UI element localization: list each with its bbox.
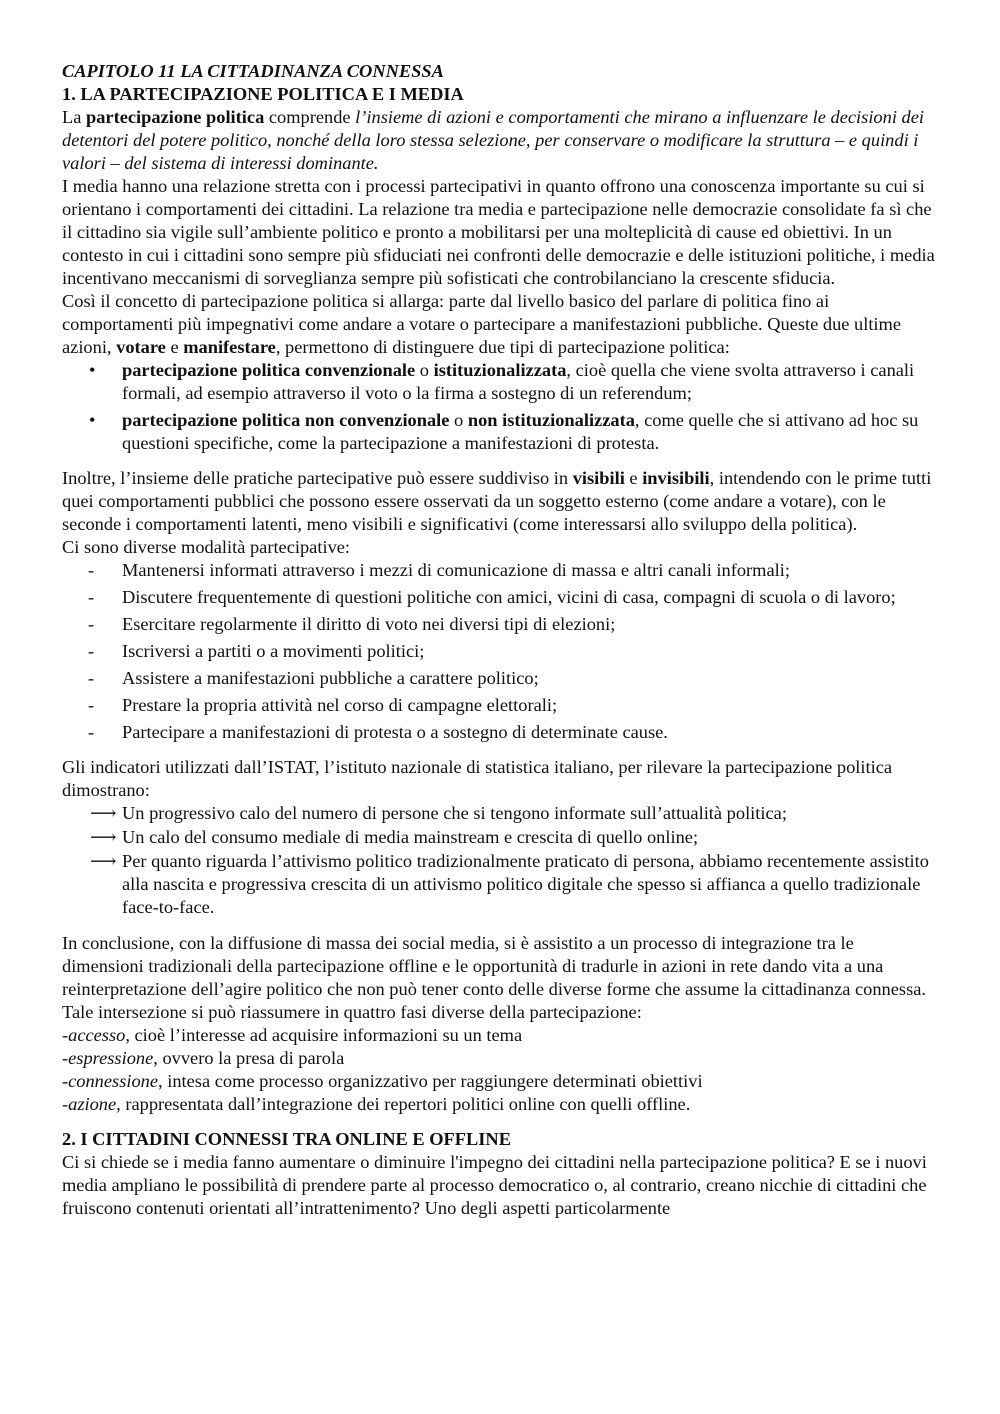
arrow-right-icon: ⟶ (90, 803, 117, 823)
paragraph-definition (62, 106, 940, 175)
list-item-text: Esercitare regolarmente il diritto di voto nei diversi tipi di elezioni; (122, 614, 616, 634)
text-run: o (449, 410, 468, 430)
bold-term: invisibili (642, 468, 710, 488)
list-item (62, 667, 940, 690)
list-item (62, 613, 940, 636)
modalities-list (62, 559, 940, 744)
list-item (62, 850, 940, 919)
bullet-icon: • (89, 410, 96, 430)
bold-term: istituzionalizzata (433, 360, 567, 380)
dash-icon: - (88, 641, 95, 661)
dash-icon: - (88, 722, 95, 742)
list-item (62, 559, 940, 582)
dash-icon: - (88, 668, 95, 688)
list-item (62, 826, 940, 849)
list-item (62, 640, 940, 663)
italic-definition: l’insieme di azioni e comportamenti che mirano a influenzare le decisioni dei detentori del potere politico, nonché della loro stessa selezione, per conservare o modificare la struttura – e quindi i valori – del sistema di interessi dominante. (62, 107, 924, 173)
list-item-text: Per quanto riguarda l’attivismo politico tradizionalmente praticato di persona, abbiamo recentemente assistito alla nascita e progressiva crescita di un attivismo politico digitale che spesso si affianca a quello tradizionale face-to-face. (122, 851, 929, 917)
chapter-title: CAPITOLO 11 LA CITTADINANZA CONNESSA (62, 61, 444, 81)
bold-term: visibili (572, 468, 625, 488)
phase-term: -azione (62, 1094, 117, 1114)
paragraph-conclusion: In conclusione, con la diffusione di massa dei social media, si è assistito a un processo di integrazione tra le dimensioni tradizionali della partecipazione offline e le opportunità di tradurle in azioni in rete dando vita a una reinterpretazione dell’agire politico che non può tener conto delle diverse forme che assume la cittadinanza connessa. (62, 933, 926, 999)
phase-term: -espressione (62, 1048, 154, 1068)
text-run: , cioè quella che viene svolta attraverso i canali formali, ad esempio attraverso il voto o la firma a sostegno di un referendum; (122, 360, 915, 403)
dash-icon: - (88, 560, 95, 580)
phase-line (62, 1070, 940, 1093)
text-run: Inoltre, l’insieme delle pratiche partecipative può essere suddiviso in (62, 468, 573, 488)
list-item-text: Discutere frequentemente di questioni politiche con amici, vicini di casa, compagni di scuola o di lavoro; (122, 587, 896, 607)
text-run: e (624, 468, 643, 488)
list-item (62, 721, 940, 744)
spacer (62, 920, 940, 932)
text-run: Così il concetto di partecipazione politica si allarga: parte dal livello basico del parlare di politica fino ai comportamenti più impegnativi come andare a votare o partecipare a manifestazioni pubbliche. Queste due ultime azioni, (62, 291, 902, 357)
paragraph-modalities-intro: Ci sono diverse modalità partecipative: (62, 537, 351, 557)
bold-term: partecipazione politica (86, 107, 265, 127)
arrow-right-icon: ⟶ (90, 851, 117, 871)
dash-icon: - (88, 587, 95, 607)
phase-desc: , rappresentata dall’integrazione dei repertori politici online con quelli offline. (116, 1094, 691, 1114)
list-item (62, 802, 940, 825)
text-run: , come quelle che si attivano ad hoc su questioni specifiche, come la partecipazione a manifestazioni di protesta. (122, 410, 919, 453)
phase-term: -accesso (62, 1025, 126, 1045)
phase-line (62, 1047, 940, 1070)
paragraph-online-offline: Ci si chiede se i media fanno aumentare o diminuire l'impegno dei cittadini nella partecipazione politica? E se i nuovi media ampliano le possibilità di prendere parte al processo democratico o, al contrario, creano nicchie di cittadini che fruiscono contenuti orientati all’intrattenimento? Uno degli aspetti particolarmente (62, 1152, 927, 1218)
phase-desc: , ovvero la presa di parola (153, 1048, 345, 1068)
arrow-right-icon: ⟶ (90, 827, 117, 847)
bold-term: manifestare (183, 337, 276, 357)
list-item-text: Assistere a manifestazioni pubbliche a carattere politico; (122, 668, 539, 688)
participation-types-list (62, 359, 940, 455)
paragraph-concept (62, 290, 940, 359)
list-item-text: Iscriversi a partiti o a movimenti politici; (122, 641, 425, 661)
list-item (62, 694, 940, 717)
section-1-title: 1. LA PARTECIPAZIONE POLITICA E I MEDIA (62, 84, 464, 104)
phase-line (62, 1024, 940, 1047)
paragraph-media-relation: I media hanno una relazione stretta con i processi partecipativi in quanto offrono una conoscenza importante su cui si orientano i comportamenti dei cittadini. La relazione tra media e partecipazione nelle democrazie consolidate fa sì che il cittadino sia vigile sull’ambiente politico e pronto a mobilitarsi per una molteplicità di cause ed obiettivi. In un contesto in cui i cittadini sono sempre più sfiduciati nei confronti delle democrazie e delle istituzioni politiche, i media incentivano meccanismi di sorveglianza sempre più sofisticati che controbilanciano la crescente sfiducia. (62, 176, 935, 288)
paragraph-visible-invisible (62, 467, 940, 536)
dash-icon: - (88, 695, 95, 715)
phase-line (62, 1093, 940, 1116)
text-run: , intendendo con le prime tutti quei comportamenti pubblici che possono essere osservati da un soggetto esterno (come andare a votare), con le seconde i comportamenti latenti, meno visibili e significativi (come interessarsi allo sviluppo della politica). (62, 468, 932, 534)
text-run: o (415, 360, 434, 380)
section-2-title: 2. I CITTADINI CONNESSI TRA ONLINE E OFFLINE (62, 1129, 511, 1149)
spacer (62, 748, 940, 756)
list-item (62, 586, 940, 609)
spacer (62, 459, 940, 467)
paragraph-istat: Gli indicatori utilizzati dall’ISTAT, l’istituto nazionale di statistica italiano, per rilevare la partecipazione politica dimostrano: (62, 757, 893, 800)
paragraph-phases-intro: Tale intersezione si può riassumere in quattro fasi diverse della partecipazione: (62, 1002, 642, 1022)
bold-term: partecipazione politica convenzionale (122, 360, 416, 380)
list-item (62, 359, 940, 405)
bold-term: votare (116, 337, 166, 357)
bold-term: partecipazione politica non convenzionale (122, 410, 450, 430)
list-item-text: Un progressivo calo del numero di persone che si tengono informate sull’attualità politica; (122, 803, 787, 823)
text-run: e (165, 337, 184, 357)
phase-desc: , intesa come processo organizzativo per raggiungere determinati obiettivi (158, 1071, 703, 1091)
text-run: comprende (264, 107, 356, 127)
list-item (62, 409, 940, 455)
list-item-text: Mantenersi informati attraverso i mezzi di comunicazione di massa e altri canali informali; (122, 560, 790, 580)
text-run: La (62, 107, 86, 127)
spacer (62, 1116, 940, 1128)
phase-desc: , cioè l’interesse ad acquisire informazioni su un tema (125, 1025, 523, 1045)
list-item-text: Partecipare a manifestazioni di protesta o a sostegno di determinate cause. (122, 722, 668, 742)
list-item-text: Un calo del consumo mediale di media mainstream e crescita di quello online; (122, 827, 699, 847)
dash-icon: - (88, 614, 95, 634)
list-item-text: Prestare la propria attività nel corso di campagne elettorali; (122, 695, 558, 715)
bullet-icon: • (89, 360, 96, 380)
bold-term: non istituzionalizzata (467, 410, 635, 430)
phase-term: -connessione (62, 1071, 159, 1091)
istat-findings-list (62, 802, 940, 919)
text-run: , permettono di distinguere due tipi di partecipazione politica: (275, 337, 730, 357)
